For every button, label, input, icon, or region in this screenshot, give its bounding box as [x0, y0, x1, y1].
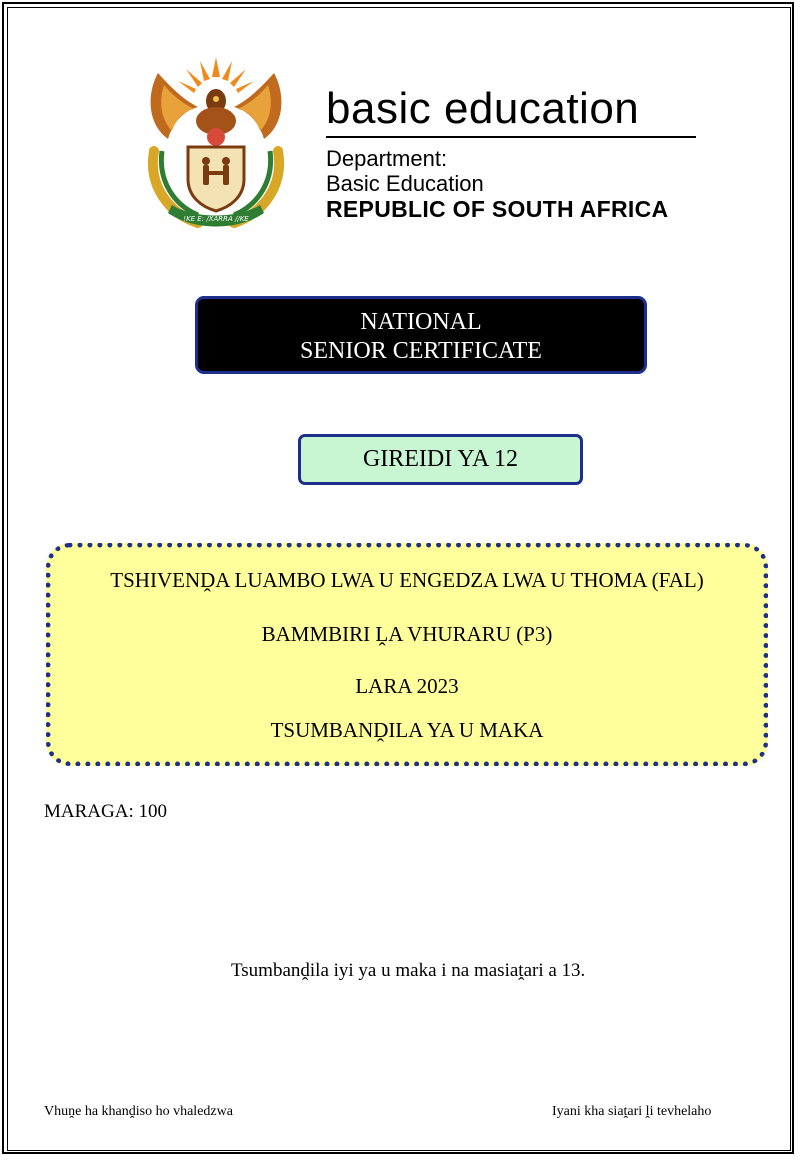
total-marks: MARAGA: 100: [44, 801, 167, 822]
department-label: Department:: [326, 146, 448, 171]
pages-note: Tsumbanḓila iyi ya u maka i na masiaṱari a 13.: [231, 960, 586, 981]
subject-box: [46, 543, 768, 766]
footer-turn-over: Iyani kha siaṱari ḽi tevhelaho: [552, 1104, 712, 1119]
footer-copyright: Vhuṋe ha khanḓiso ho vhaledzwa: [44, 1104, 233, 1119]
grade-label: GIREIDI YA 12: [362, 446, 519, 472]
brand-title: basic education: [326, 84, 696, 138]
department-name: Basic Education: [326, 171, 484, 196]
subject-paper: BAMMBIRI ḼA VHURARU (P3): [261, 622, 553, 646]
crest-motto: !KE E: /XARRA //KE: [183, 215, 249, 223]
certificate-line-1: NATIONAL: [360, 309, 482, 335]
subject-language: TSHIVENḒA LUAMBO LWA U ENGEDZA LWA U THOMA (FAL): [110, 568, 704, 592]
country-name: REPUBLIC OF SOUTH AFRICA: [326, 196, 669, 222]
subject-document-type: TSUMBANḒILA YA U MAKA: [270, 718, 544, 742]
coat-of-arms-icon: [138, 55, 294, 235]
grade-box: [298, 434, 583, 485]
certificate-line-2: SENIOR CERTIFICATE: [300, 338, 542, 364]
brand-block: [326, 84, 698, 223]
subject-session: LARA 2023: [355, 674, 459, 698]
certificate-box: [195, 296, 647, 374]
